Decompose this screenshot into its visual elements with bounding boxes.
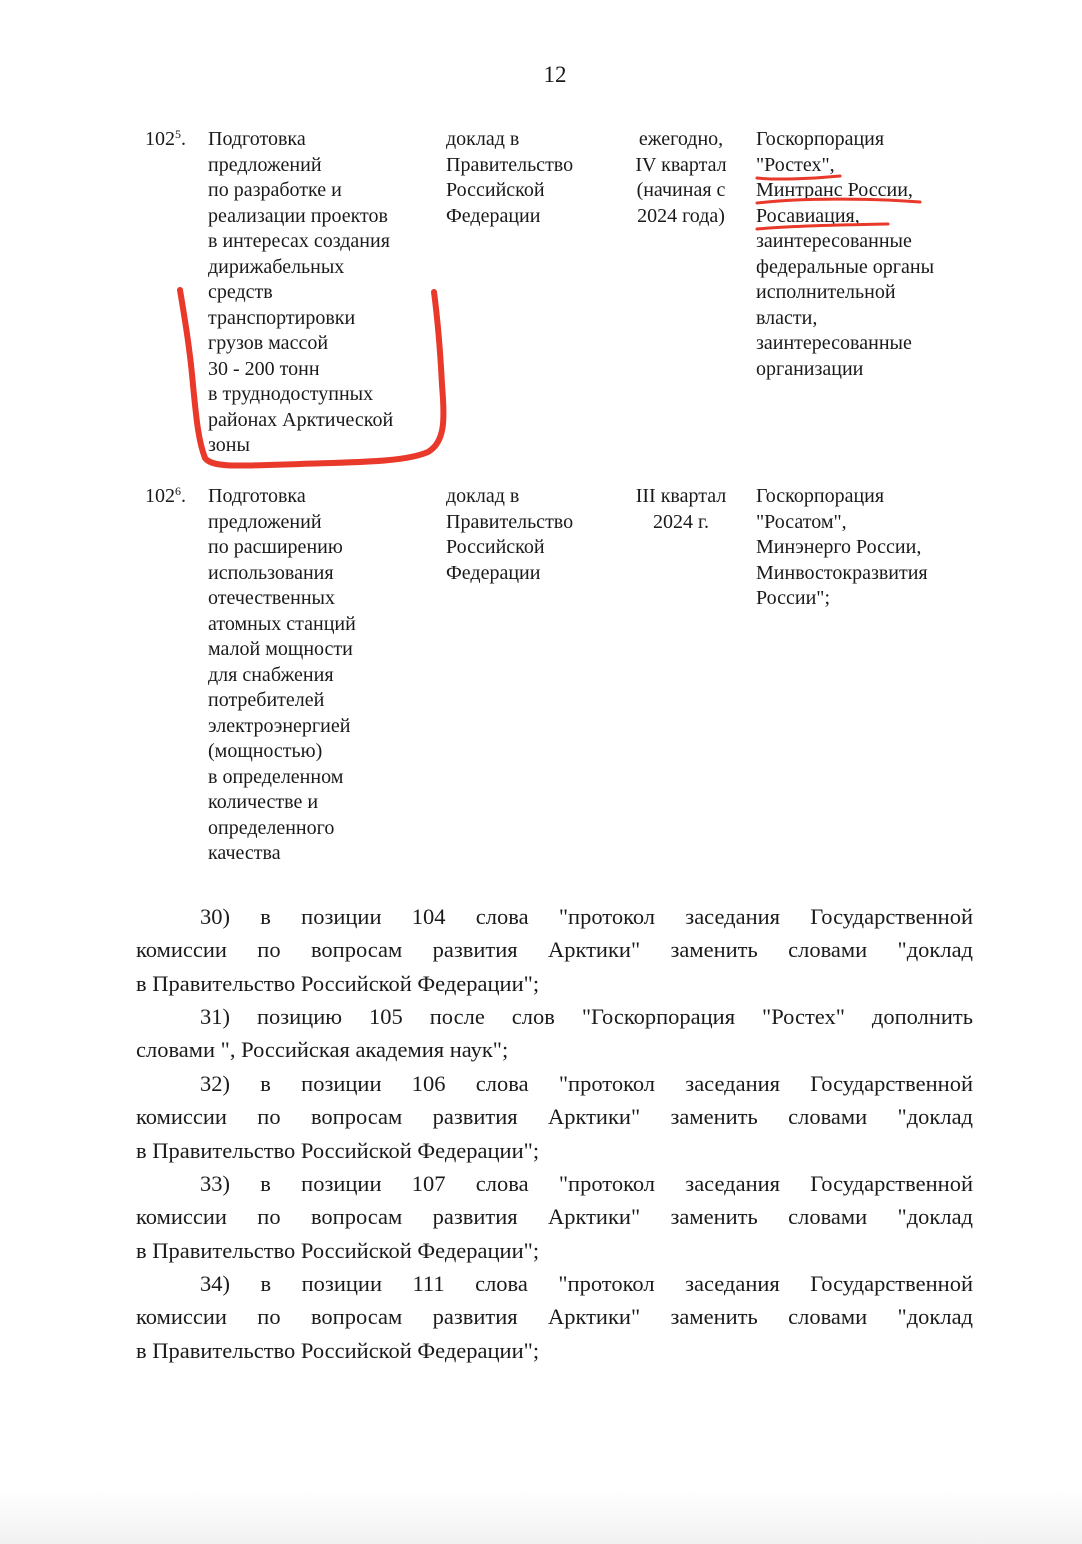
row-term: [617, 127, 745, 229]
paragraph-line: комиссии по вопросам развития Арктики" заменить словами "доклад: [136, 1204, 973, 1230]
paragraph-line: в Правительство Российской Федерации";: [136, 1337, 540, 1363]
cell-line: "Росатом",: [756, 510, 847, 533]
row-term: [617, 484, 745, 535]
paragraph-line: 33) в позиции 107 слова "протокол заседания Государственной: [200, 1171, 973, 1196]
cell-line: Федерации: [446, 561, 541, 584]
cell-line: потребителей: [208, 689, 325, 711]
paragraph-line: комиссии по вопросам развития Арктики" заменить словами "доклад: [136, 1104, 973, 1130]
paragraph-line: в Правительство Российской Федерации";: [136, 1237, 540, 1263]
cell-line: районах Арктической: [208, 408, 394, 431]
cell-line: определенного: [208, 816, 335, 839]
paragraph-line: комиссии по вопросам развития Арктики" заменить словами "доклад: [136, 1304, 973, 1330]
paragraph-line: 32) в позиции 106 слова "протокол заседания Государственной: [200, 1071, 973, 1096]
cell-line: Подготовка: [208, 128, 306, 150]
cell-line: средств: [208, 281, 273, 303]
cell-line: отечественных: [208, 587, 335, 609]
cell-line: предложений: [208, 153, 322, 176]
cell-line: атомных станций: [208, 612, 356, 635]
row-responsible: [756, 127, 934, 382]
cell-line: Правительство: [446, 153, 574, 176]
cell-line: Правительство: [446, 510, 574, 533]
paragraph-33: [136, 1167, 973, 1267]
paragraph-line: 34) в позиции 111 слова "протокол заседания Государственной: [200, 1271, 973, 1296]
cell-line: зоны: [208, 434, 250, 456]
cell-line: организации: [756, 357, 864, 380]
cell-line: заинтересованные: [756, 230, 912, 252]
cell-line: предложений: [208, 510, 322, 533]
cell-line: Госкорпорация: [756, 128, 885, 150]
cell-line: Подготовка: [208, 485, 306, 507]
cell-line: для снабжения: [208, 663, 334, 686]
cell-line: использования: [208, 561, 334, 584]
paragraph-line: 31) позицию 105 после слов "Госкорпорация "Ростех" дополнить: [200, 1004, 973, 1029]
row-report-form: [446, 484, 573, 586]
cell-line: "Ростех",: [756, 153, 835, 176]
cell-line: реализации проектов: [208, 204, 388, 227]
cell-line: доклад в: [446, 128, 520, 150]
row-report-form: [446, 127, 573, 229]
cell-line: электроэнергией: [208, 714, 351, 737]
cell-line: исполнительной: [756, 281, 896, 303]
cell-line: грузов массой: [208, 332, 329, 354]
row-responsible: [756, 484, 928, 612]
cell-line: в труднодоступных: [208, 383, 374, 405]
cell-line: в определенном: [208, 765, 344, 788]
cell-line: федеральные органы: [756, 255, 935, 278]
cell-line: Минтранс России,: [756, 179, 913, 201]
cell-line: Минэнерго России,: [756, 536, 922, 558]
paragraph-34: [136, 1267, 973, 1367]
cell-line: России";: [756, 587, 831, 609]
cell-line: III квартал: [635, 485, 727, 507]
cell-line: IV квартал: [635, 153, 727, 176]
paragraph-31: [136, 1000, 973, 1067]
cell-line: по расширению: [208, 536, 343, 558]
cell-line: Госкорпорация: [756, 485, 885, 507]
paragraph-line: в Правительство Российской Федерации";: [136, 1137, 540, 1163]
cell-line: ежегодно,: [638, 128, 724, 150]
paragraph-line: 30) в позиции 104 слова "протокол заседания Государственной: [200, 904, 973, 929]
row-number: $102^6$.: [145, 484, 186, 507]
cell-line: 2024 г.: [653, 510, 709, 533]
row-description: [208, 127, 393, 459]
cell-line: транспортировки: [208, 306, 356, 329]
cell-line: малой мощности: [208, 638, 353, 660]
paragraph-line: словами ", Российская академия наук";: [136, 1037, 509, 1063]
cell-line: Федерации: [446, 204, 541, 227]
cell-line: Росавиация,: [756, 204, 860, 227]
row-description: [208, 484, 356, 867]
cell-line: количестве и: [208, 791, 319, 813]
paragraph-32: [136, 1067, 973, 1167]
cell-line: (мощностью): [208, 740, 323, 762]
cell-line: 30 - 200 тонн: [208, 357, 320, 380]
cell-line: дирижабельных: [208, 255, 345, 278]
cell-line: власти,: [756, 306, 818, 329]
cell-line: качества: [208, 842, 281, 864]
cell-line: Российской: [446, 179, 545, 201]
paragraph-line: комиссии по вопросам развития Арктики" заменить словами "доклад: [136, 937, 973, 963]
cell-line: 2024 года): [637, 204, 725, 227]
cell-line: заинтересованные: [756, 332, 912, 354]
cell-line: Минвостокразвития: [756, 561, 928, 584]
cell-line: в интересах создания: [208, 230, 390, 252]
cell-line: доклад в: [446, 485, 520, 507]
row-number: $102^5$.: [145, 127, 186, 150]
cell-line: Российской: [446, 536, 545, 558]
cell-line: по разработке и: [208, 179, 342, 201]
paragraph-line: в Правительство Российской Федерации";: [136, 970, 540, 996]
cell-line: (начиная с: [636, 179, 726, 201]
page-number: 12: [543, 62, 567, 87]
paragraph-30: [136, 900, 973, 1000]
